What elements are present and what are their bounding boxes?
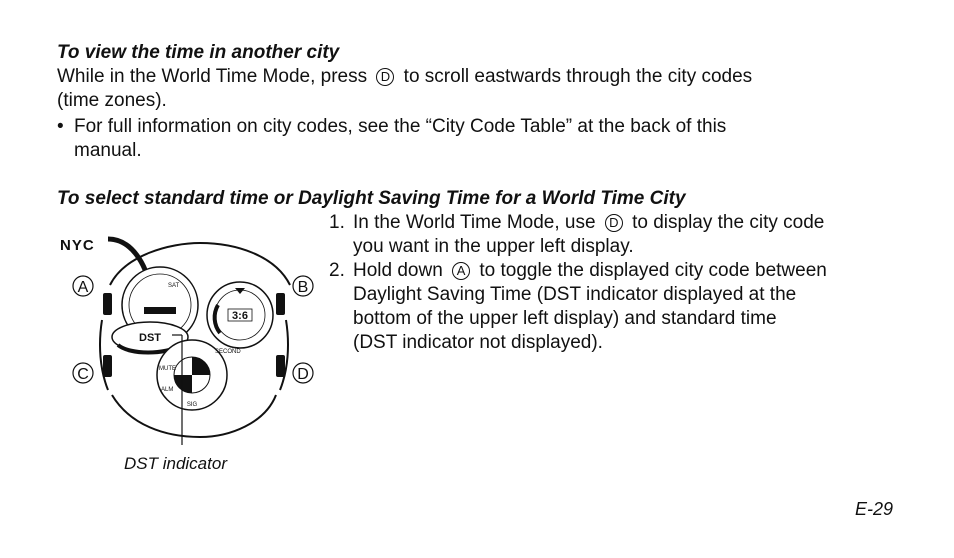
paragraph-line bbox=[57, 65, 752, 89]
step-text-line: (DST indicator not displayed). bbox=[353, 332, 603, 353]
step-text-line: Daylight Saving Time (DST indicator displayed at the bbox=[353, 284, 797, 305]
step-text-line bbox=[353, 211, 824, 235]
dial-marking: ALM bbox=[161, 387, 174, 393]
bullet-symbol: • bbox=[57, 116, 64, 137]
step-text-line: bottom of the upper left display) and standard time bbox=[353, 308, 777, 329]
city-code-text: NYC bbox=[60, 237, 95, 254]
side-button-b bbox=[276, 293, 285, 315]
text-fragment: While in the World Time Mode, press bbox=[57, 66, 368, 87]
text-fragment: Hold down bbox=[353, 260, 443, 281]
button-b-label: B bbox=[297, 279, 309, 296]
step-text-line: you want in the upper left display. bbox=[353, 236, 634, 257]
side-button-c bbox=[103, 355, 112, 377]
section-heading-world-time: To view the time in another city bbox=[57, 42, 340, 63]
dial-marking: SECOND bbox=[215, 349, 241, 355]
digital-segment-display bbox=[144, 307, 176, 314]
bullet-text-line: manual. bbox=[74, 140, 142, 161]
step-number: 2. bbox=[329, 260, 345, 281]
dial-marking: SAT bbox=[168, 283, 180, 289]
button-c-label: C bbox=[77, 366, 89, 383]
button-d-symbol: D bbox=[376, 68, 394, 86]
side-button-a bbox=[103, 293, 112, 315]
dst-indicator-caption: DST indicator bbox=[124, 454, 227, 473]
text-fragment: to toggle the displayed city code between bbox=[479, 260, 827, 281]
bullet-text-line: For full information on city codes, see the “City Code Table” at the back of this bbox=[74, 116, 727, 137]
button-d-label: D bbox=[297, 366, 309, 383]
watch-illustration bbox=[50, 225, 330, 445]
text-fragment: to display the city code bbox=[632, 212, 825, 233]
dst-indicator-label: DST bbox=[139, 332, 161, 344]
side-button-d bbox=[276, 355, 285, 377]
step-number: 1. bbox=[329, 212, 345, 233]
button-d-symbol: D bbox=[605, 214, 623, 232]
paragraph-line: (time zones). bbox=[57, 90, 167, 111]
dial-marking: SIG bbox=[186, 402, 198, 408]
button-a-label: A bbox=[77, 279, 89, 296]
small-display-text: 3:6 bbox=[232, 310, 248, 322]
text-fragment: In the World Time Mode, use bbox=[353, 212, 596, 233]
step-text-line bbox=[353, 259, 827, 283]
page-number: E-29 bbox=[855, 499, 894, 519]
dial-marking: MUTE bbox=[159, 366, 176, 372]
button-a-symbol: A bbox=[452, 262, 470, 280]
section-heading-dst: To select standard time or Daylight Saving Time for a World Time City bbox=[57, 188, 686, 209]
text-fragment: to scroll eastwards through the city codes bbox=[403, 66, 753, 87]
